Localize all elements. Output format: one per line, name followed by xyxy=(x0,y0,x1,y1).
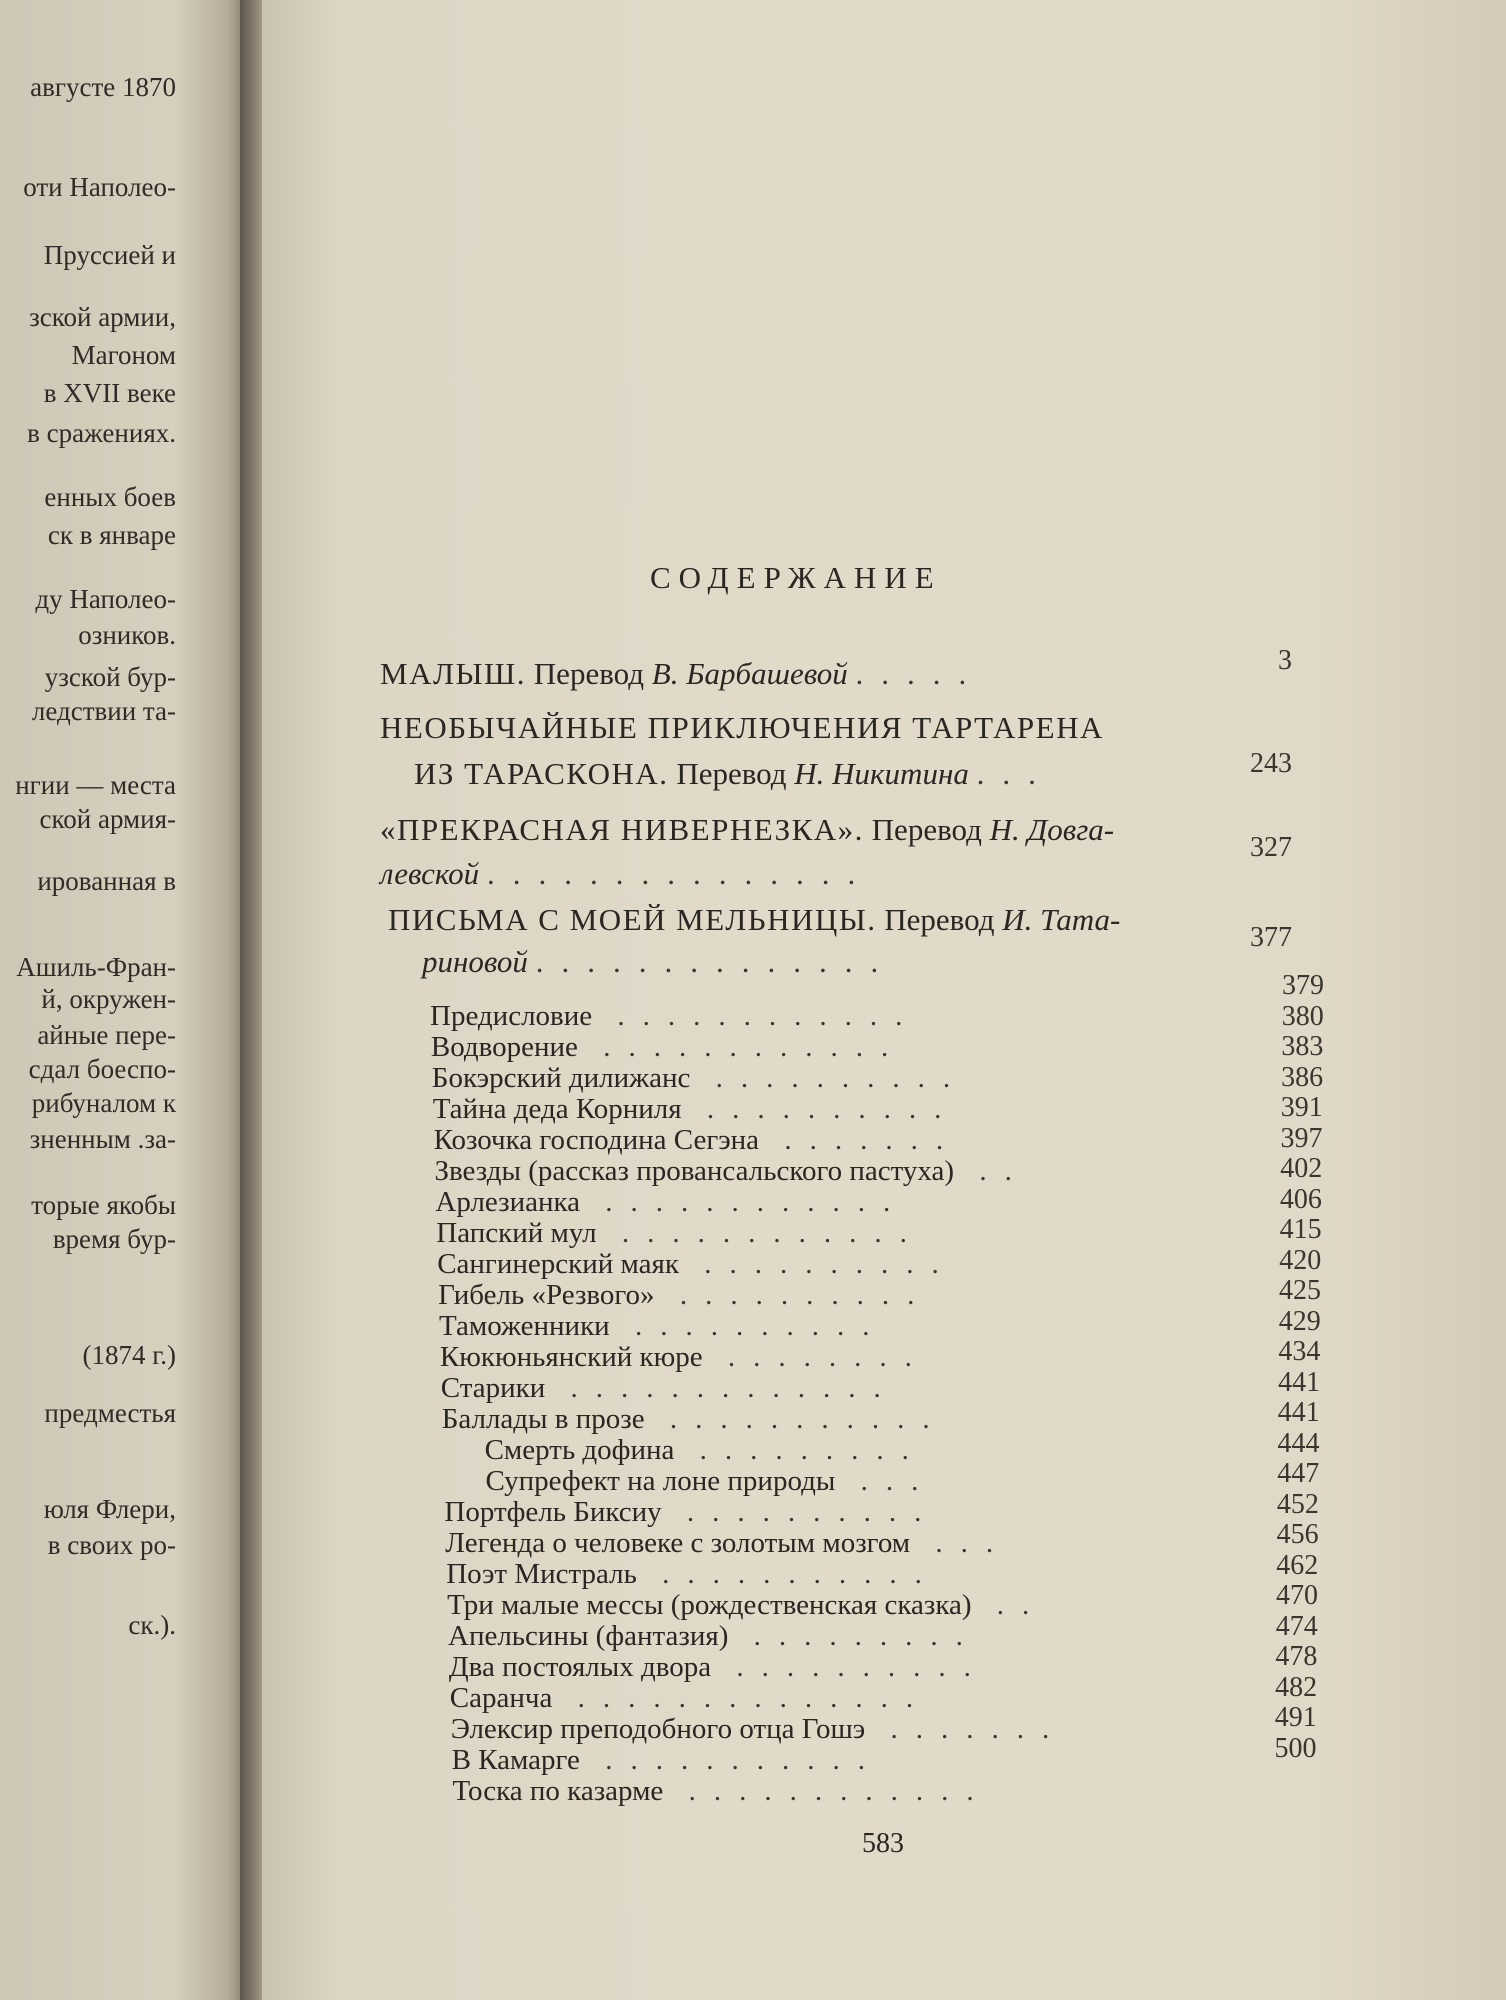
toc-sub-entry xyxy=(442,1403,948,1436)
sub-entry-page-number: 386 xyxy=(1281,1061,1324,1093)
sub-entry-page-number: 425 xyxy=(1279,1275,1321,1306)
toc-sub-entry xyxy=(441,1372,899,1405)
left-page-text-fragment: время бур- xyxy=(52,1224,176,1254)
sub-entry-page-number: 406 xyxy=(1279,1183,1322,1215)
leader-dots: ........... xyxy=(579,1744,883,1776)
leader-dots: ........... xyxy=(636,1558,940,1590)
left-page-text-fragment: рибуналом к xyxy=(31,1088,176,1118)
sub-entry-title: Апельсины (фантазия) xyxy=(448,1620,729,1652)
leader-dots: .. xyxy=(971,1589,1048,1621)
sub-entry-title: Элексир преподобного отца Гошэ xyxy=(450,1713,866,1745)
entry-title: МАЛЫШ. xyxy=(380,656,527,691)
left-page-text-fragment: ск.). xyxy=(128,1610,176,1640)
sub-entry-page-number: 444 xyxy=(1277,1427,1320,1459)
leader-dots: .............. xyxy=(552,1682,932,1714)
toc-sub-entry xyxy=(438,1279,932,1312)
toc-sub-entry xyxy=(444,1496,939,1529)
sub-entry-title: Два постоялых двора xyxy=(448,1651,712,1683)
toc-sub-entry xyxy=(447,1589,1047,1622)
sub-entry-title: Звезды (рассказ провансальского пастуха) xyxy=(434,1155,955,1187)
toc-sub-entry xyxy=(451,1713,1068,1746)
left-page-text-fragment: Пруссией и xyxy=(43,240,176,270)
leader-dots: ........ xyxy=(702,1341,930,1373)
translator-name-line2: риновой xyxy=(422,944,528,979)
left-page-text-fragment: зненным .за- xyxy=(29,1124,176,1154)
toc-entry-letters xyxy=(388,902,1120,938)
left-page-text-fragment: ированная в xyxy=(37,866,176,896)
sub-entry-page-number: 415 xyxy=(1279,1214,1322,1245)
toc-sub-entry xyxy=(486,1465,937,1498)
toc-entry-nivernaise-line2 xyxy=(380,856,873,892)
leader-dots: .......... xyxy=(661,1496,940,1528)
toc-entry-tartarin xyxy=(380,710,1104,746)
leader-dots: ............. xyxy=(545,1372,899,1404)
leader-dots: ............ xyxy=(577,1031,907,1063)
sub-entry-title: Таможенники xyxy=(439,1310,610,1342)
sub-entry-title: Папский мул xyxy=(436,1217,597,1249)
translator-name-line2: левской xyxy=(380,856,480,891)
leader-dots: ............ xyxy=(580,1186,909,1218)
left-page-text-fragment: ской армия- xyxy=(39,804,176,834)
sub-entry-page-number: 452 xyxy=(1276,1488,1319,1520)
sub-entry-page-number: 462 xyxy=(1276,1549,1319,1581)
left-page-text-fragment: узской бур- xyxy=(44,662,176,692)
toc-sub-entry xyxy=(435,1186,908,1219)
sub-entry-page-number: 478 xyxy=(1275,1641,1318,1672)
sub-entry-title: Саранча xyxy=(449,1682,553,1714)
left-page-text-fragment: Магоном xyxy=(71,340,176,370)
toc-sub-entry xyxy=(436,1217,925,1250)
sub-entry-title: Бокэрский дилижанс xyxy=(431,1062,691,1094)
left-page-text-fragment: августе 1870 xyxy=(30,72,176,102)
toc-sub-entry xyxy=(445,1527,1011,1560)
toc-sub-entry xyxy=(431,1031,906,1064)
toc-entry-tartarin-line2 xyxy=(414,756,1054,792)
leader-dots: ......... xyxy=(674,1434,927,1466)
left-page-text-fragment: предместья xyxy=(44,1398,176,1428)
leader-dots: ....... xyxy=(865,1713,1068,1745)
entry-title-line2: ИЗ ТАРАСКОНА. xyxy=(414,756,669,791)
sub-entry-page-number: 491 xyxy=(1274,1702,1317,1733)
contents-page xyxy=(262,0,1506,2000)
toc-sub-entry xyxy=(453,1775,992,1808)
toc-sub-entry xyxy=(433,1093,960,1126)
toc-sub-entry xyxy=(448,1620,981,1653)
entry-page-number: 243 xyxy=(1250,748,1292,779)
left-page-text-fragment: зской армии, xyxy=(29,302,176,332)
entry-title: ПИСЬМА С МОЕЙ МЕЛЬНИЦЫ. xyxy=(388,902,877,937)
leader-dots: ..... xyxy=(855,656,985,691)
sub-entry-page-number: 383 xyxy=(1281,1031,1324,1062)
sub-entry-title: Тайна деда Корниля xyxy=(432,1093,682,1125)
left-page-text-fragment: Ашиль-Фран- xyxy=(16,952,176,982)
sub-entry-title: Старики xyxy=(440,1372,546,1404)
sub-entry-title: Три малые мессы (рождественская сказка) xyxy=(447,1589,972,1621)
toc-sub-entry xyxy=(434,1124,961,1157)
sub-entry-page-number: 420 xyxy=(1279,1244,1322,1276)
left-page-text-fragment: сдал боеспо- xyxy=(28,1054,176,1084)
toc-sub-entry xyxy=(449,1651,989,1684)
translator-name: И. Тата- xyxy=(1002,902,1121,937)
toc-sub-entry xyxy=(439,1310,887,1343)
sub-entry-page-number: 474 xyxy=(1275,1610,1318,1642)
leader-dots: .......... xyxy=(690,1062,969,1094)
toc-sub-entry xyxy=(430,1000,920,1033)
sub-entry-page-number: 429 xyxy=(1278,1305,1321,1337)
sub-entry-title: Арлезианка xyxy=(435,1186,581,1218)
left-page-text-fragment: юля Флери, xyxy=(43,1494,176,1524)
left-page-text-fragment: й, окружен- xyxy=(41,984,176,1014)
sub-entry-title: Баллады в прозе xyxy=(441,1403,645,1435)
entry-title: «ПРЕКРАСНАЯ НИВЕРНЕЗКА». xyxy=(380,812,864,847)
left-page-text-fragment: озников. xyxy=(78,620,176,650)
left-page-text-fragment: в своих ро- xyxy=(47,1530,176,1560)
leader-dots: ......... xyxy=(728,1620,981,1652)
toc-sub-entry xyxy=(432,1062,968,1095)
leader-dots: ............ xyxy=(663,1775,992,1807)
leader-dots: ........... xyxy=(644,1403,948,1435)
left-page-text-fragment: ск в январе xyxy=(47,520,176,550)
sub-entry-page-number: 447 xyxy=(1277,1458,1320,1489)
left-page-text-fragment: оти Наполео- xyxy=(23,172,176,202)
sub-entry-title: В Камарге xyxy=(451,1744,580,1776)
entry-page-number: 327 xyxy=(1250,832,1292,863)
sub-entry-page-number: 434 xyxy=(1278,1336,1321,1367)
sub-entry-page-number: 402 xyxy=(1280,1153,1323,1184)
leader-dots: .......... xyxy=(681,1093,960,1125)
sub-entry-title: Смерть дофина xyxy=(484,1434,675,1466)
leader-dots: ............... xyxy=(486,856,874,891)
leader-dots: .............. xyxy=(535,944,897,979)
toc-sub-entry xyxy=(440,1341,930,1374)
sub-entry-title: Предисловие xyxy=(430,1000,593,1032)
sub-entry-title: Супрефект на лоне природы xyxy=(485,1465,836,1497)
leader-dots: .......... xyxy=(678,1248,957,1280)
toc-entry-letters-line2 xyxy=(422,944,896,980)
entry-page-number: 377 xyxy=(1250,922,1292,953)
translator-label: Перевод xyxy=(884,902,995,937)
sub-entry-page-number: 380 xyxy=(1281,1000,1324,1032)
left-page-text-fragment: ду Наполео- xyxy=(35,584,176,614)
toc-title: СОДЕРЖАНИЕ xyxy=(650,560,942,595)
toc-sub-entry xyxy=(452,1744,883,1777)
page-number: 583 xyxy=(862,1828,904,1859)
sub-entry-title: Поэт Мистраль xyxy=(446,1558,637,1590)
sub-entry-page-number: 379 xyxy=(1282,970,1324,1001)
toc-sub-entry xyxy=(446,1558,940,1591)
left-page-text-fragment: в XVII веке xyxy=(43,378,176,408)
translator-label: Перевод xyxy=(676,756,787,791)
left-page-text-fragment: торые якобы xyxy=(31,1190,176,1220)
sub-entry-page-number: 397 xyxy=(1280,1122,1323,1154)
leader-dots: ... xyxy=(910,1527,1012,1559)
left-page-text-fragment: айные пере- xyxy=(37,1020,176,1050)
sub-entry-title: Легенда о человеке с золотым мозгом xyxy=(445,1527,911,1559)
toc-sub-entry xyxy=(437,1248,957,1281)
toc-entry-nivernaise xyxy=(380,812,1114,848)
sub-entry-title: Водворение xyxy=(430,1031,578,1063)
sub-entry-title: Тоска по казарме xyxy=(452,1775,664,1807)
sub-entry-page-number: 500 xyxy=(1274,1732,1317,1764)
previous-page xyxy=(0,0,248,2000)
sub-entry-page-number: 391 xyxy=(1280,1092,1323,1123)
entry-title: НЕОБЫЧАЙНЫЕ ПРИКЛЮЧЕНИЯ ТАРТАРЕНА xyxy=(380,710,1104,745)
toc-sub-entry xyxy=(450,1682,931,1715)
toc-sub-entry xyxy=(435,1155,1030,1188)
leader-dots: .......... xyxy=(609,1310,888,1342)
leader-dots: ....... xyxy=(759,1124,962,1156)
toc-sub-entry xyxy=(485,1434,927,1467)
translator-name: Н. Никитина xyxy=(794,756,969,791)
left-page-text-fragment: в сражениях. xyxy=(27,418,176,448)
left-page-text-fragment: (1874 г.) xyxy=(82,1340,176,1370)
translator-label: Перевод xyxy=(533,656,645,691)
sub-entry-page-number: 456 xyxy=(1276,1519,1319,1550)
translator-name: Н. Довга- xyxy=(989,812,1115,847)
leader-dots: ... xyxy=(976,756,1054,791)
leader-dots: ... xyxy=(835,1465,937,1497)
translator-name: В. Барбашевой xyxy=(651,656,848,691)
leader-dots: ............ xyxy=(592,1000,921,1032)
sub-entry-title: Козочка господина Сегэна xyxy=(433,1124,760,1156)
leader-dots: .. xyxy=(954,1155,1030,1187)
sub-entry-title: Сангинерский маяк xyxy=(437,1248,679,1280)
sub-entry-page-number: 470 xyxy=(1276,1580,1318,1611)
sub-entry-title: Кюкюньянский кюре xyxy=(439,1341,703,1373)
sub-entry-page-number: 482 xyxy=(1275,1671,1318,1703)
sub-entry-title: Портфель Биксиу xyxy=(444,1496,662,1528)
leader-dots: ............ xyxy=(596,1217,925,1249)
leader-dots: .......... xyxy=(654,1279,933,1311)
sub-entry-page-number: 441 xyxy=(1277,1397,1320,1428)
entry-page-number: 3 xyxy=(1278,645,1292,676)
translator-label: Перевод xyxy=(871,812,982,847)
left-page-text-fragment: нгии — места xyxy=(15,770,176,800)
left-page-text-fragment: енных боев xyxy=(44,482,176,512)
sub-entry-page-number: 441 xyxy=(1278,1366,1321,1398)
left-page-text-fragment: ледствии та- xyxy=(31,696,176,726)
sub-entry-title: Гибель «Резвого» xyxy=(438,1279,655,1311)
leader-dots: .......... xyxy=(711,1651,989,1683)
toc-entry-malysh xyxy=(380,656,984,692)
